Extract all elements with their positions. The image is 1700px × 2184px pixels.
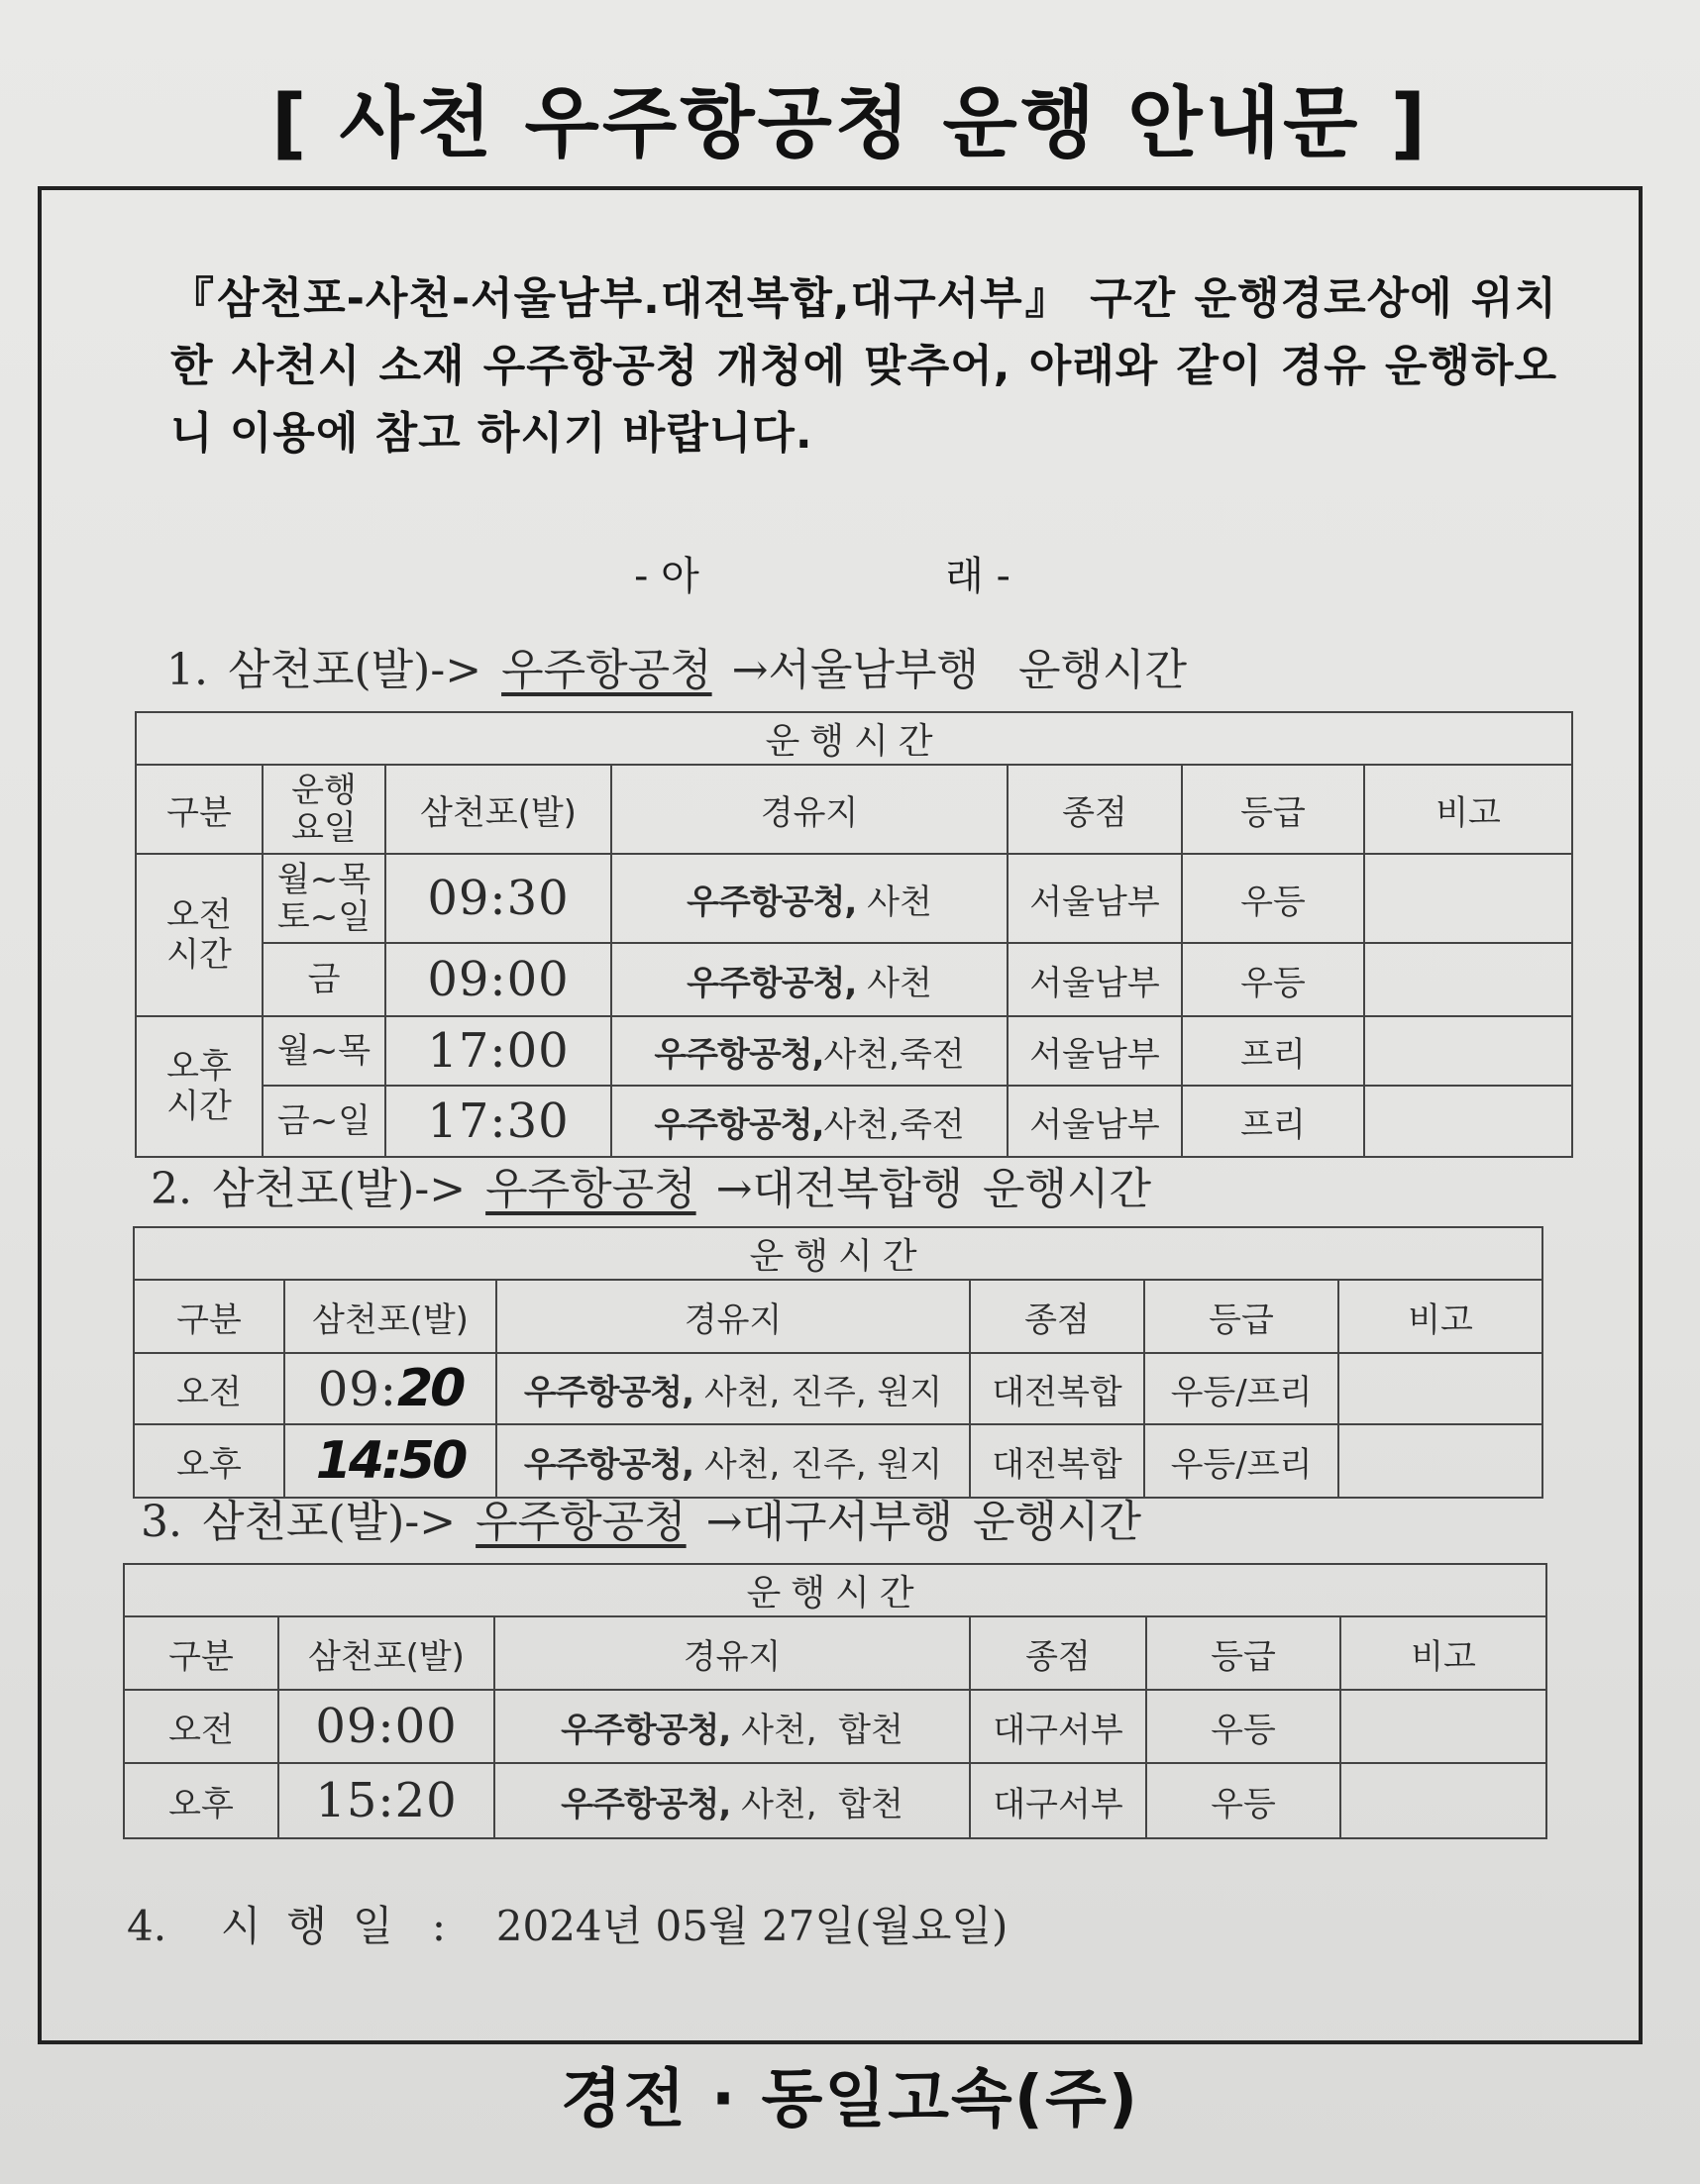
- table-caption: 운행시간: [134, 1227, 1542, 1280]
- via-rest: 사천,죽전: [823, 1104, 965, 1145]
- via-cell: [611, 943, 1008, 1016]
- days-cell: 금~일: [263, 1086, 385, 1157]
- header-dest: 종점: [970, 1616, 1146, 1690]
- dest-cell: 서울남부: [1008, 943, 1182, 1016]
- effective-date: 2024년 05월 27일(월요일): [495, 1902, 1009, 1950]
- grade-cell: 우등: [1182, 943, 1364, 1016]
- note-cell: [1338, 1353, 1542, 1424]
- grade-cell: 프리: [1182, 1086, 1364, 1157]
- below-marker-left: - 아: [634, 554, 699, 599]
- table-row: [124, 1763, 1546, 1838]
- section-underlined-stop: 우주항공청: [485, 1164, 696, 1214]
- note-cell: [1364, 1086, 1572, 1157]
- intro-paragraph: 『삼천포-사천-서울남부.대전복합,대구서부』 구간 운행경로상에 위치한 사천시 소재 우주항공청 개청에 맞추어, 아래와 같이 경유 운행하오니 이용에 참고 하시기 바랍니다.: [170, 273, 1557, 459]
- section-prefix: 삼천포(발)->: [201, 1497, 457, 1547]
- section-prefix: 삼천포(발)->: [227, 645, 482, 695]
- via-cell: [611, 1086, 1008, 1157]
- section-prefix: 삼천포(발)->: [211, 1164, 467, 1214]
- via-rest: 사천, 진주, 원지: [693, 1372, 943, 1412]
- section-3-heading: [141, 1486, 1141, 1549]
- effective-colon: :: [431, 1902, 447, 1950]
- schedule-table-1: [135, 711, 1573, 1158]
- header-type: 구분: [124, 1616, 278, 1690]
- note-cell: [1364, 943, 1572, 1016]
- dest-cell: 대구서부: [970, 1690, 1146, 1763]
- header-dest: 종점: [1008, 765, 1182, 854]
- via-cell: [611, 854, 1008, 943]
- table-row: [134, 1353, 1542, 1424]
- via-rest: 사천, 합천: [730, 1710, 903, 1750]
- section-suffix: 운행시간: [973, 1497, 1142, 1547]
- table-row: [136, 1016, 1572, 1086]
- section-number: 1.: [166, 645, 208, 695]
- depart-time: 15:20: [278, 1763, 494, 1838]
- grade-cell: 프리: [1182, 1016, 1364, 1086]
- table-caption: 운행시간: [124, 1564, 1546, 1616]
- header-depart: 삼천포(발): [278, 1616, 494, 1690]
- note-cell: [1364, 1016, 1572, 1086]
- effective-label: 시행일: [220, 1902, 419, 1950]
- depart-time: 17:00: [385, 1016, 611, 1086]
- effective-number: 4.: [127, 1902, 167, 1950]
- depart-time: 09:00: [278, 1690, 494, 1763]
- via-rest: 사천: [856, 963, 932, 1003]
- note-cell: [1340, 1763, 1546, 1838]
- depart-time: [284, 1353, 496, 1424]
- depart-time-printed: 09:: [317, 1362, 397, 1417]
- depart-time: 09:00: [385, 943, 611, 1016]
- section-suffix: 운행시간: [1018, 645, 1188, 695]
- via-bold: 우주항공청,: [654, 1034, 824, 1075]
- days-cell: 월~목 토~일: [263, 854, 385, 943]
- via-cell: [496, 1353, 970, 1424]
- type-cell: 오전: [124, 1690, 278, 1763]
- via-bold: 우주항공청,: [687, 882, 857, 922]
- dest-cell: 대구서부: [970, 1763, 1146, 1838]
- section-1-heading: [166, 634, 1187, 697]
- header-type: 구분: [134, 1280, 284, 1353]
- header-note: 비고: [1340, 1616, 1546, 1690]
- via-bold: 우주항공청,: [654, 1104, 824, 1145]
- via-cell: [494, 1763, 970, 1838]
- via-cell: [611, 1016, 1008, 1086]
- group-label-pm: 오후 시간: [136, 1016, 263, 1157]
- dest-cell: 서울남부: [1008, 1016, 1182, 1086]
- note-cell: [1364, 854, 1572, 943]
- depart-time-handwritten: 14:50: [315, 1431, 466, 1491]
- via-rest: 사천: [856, 882, 932, 922]
- type-cell: 오후: [134, 1424, 284, 1498]
- section-destination: →서울남부행: [731, 645, 979, 695]
- header-via: 경유지: [611, 765, 1008, 854]
- grade-cell: 우등/프리: [1144, 1353, 1338, 1424]
- grade-cell: 우등: [1182, 854, 1364, 943]
- header-grade: 등급: [1182, 765, 1364, 854]
- note-cell: [1338, 1424, 1542, 1498]
- dest-cell: 서울남부: [1008, 1086, 1182, 1157]
- table-caption: 운행시간: [136, 712, 1572, 765]
- group-label-am: 오전 시간: [136, 854, 263, 1016]
- section-2-heading: [151, 1153, 1151, 1216]
- header-via: 경유지: [496, 1280, 970, 1353]
- page-title: [ 사천 우주항공청 운행 안내문 ]: [270, 79, 1430, 168]
- type-cell: 오전: [134, 1353, 284, 1424]
- schedule-table-2: [133, 1226, 1543, 1499]
- depart-time: 17:30: [385, 1086, 611, 1157]
- grade-cell: 우등: [1146, 1763, 1340, 1838]
- grade-cell: 우등/프리: [1144, 1424, 1338, 1498]
- header-type: 구분: [136, 765, 263, 854]
- depart-time-handwritten: 20: [396, 1359, 464, 1418]
- header-days: [263, 765, 385, 854]
- dest-cell: 대전복합: [970, 1353, 1144, 1424]
- grade-cell: 우등: [1146, 1690, 1340, 1763]
- header-grade: 등급: [1146, 1616, 1340, 1690]
- via-rest: 사천, 합천: [730, 1784, 903, 1824]
- via-rest: 사천,죽전: [823, 1034, 965, 1075]
- company-name: 경전 · 동일고속(주): [560, 2063, 1140, 2136]
- via-rest: 사천, 진주, 원지: [693, 1444, 943, 1485]
- depart-time: 09:30: [385, 854, 611, 943]
- section-number: 3.: [141, 1497, 182, 1547]
- below-marker: [634, 545, 1010, 601]
- table-row: [136, 1086, 1572, 1157]
- section-suffix: 운행시간: [983, 1164, 1152, 1214]
- header-dest: 종점: [970, 1280, 1144, 1353]
- via-bold: 우주항공청,: [561, 1710, 731, 1750]
- schedule-table-3: [123, 1563, 1547, 1839]
- section-underlined-stop: 우주항공청: [476, 1497, 687, 1547]
- dest-cell: 대전복합: [970, 1424, 1144, 1498]
- table-row: [136, 854, 1572, 943]
- note-cell: [1340, 1690, 1546, 1763]
- via-bold: 우주항공청,: [523, 1372, 694, 1412]
- via-bold: 우주항공청,: [687, 963, 857, 1003]
- header-note: 비고: [1338, 1280, 1542, 1353]
- header-days-text: 운행 요일: [291, 771, 357, 848]
- section-underlined-stop: 우주항공청: [501, 645, 712, 695]
- table-row: [124, 1690, 1546, 1763]
- section-number: 2.: [151, 1164, 192, 1214]
- header-note: 비고: [1364, 765, 1572, 854]
- table-row: [136, 943, 1572, 1016]
- effective-date-line: [127, 1894, 1008, 1953]
- section-destination: →대구서부행: [705, 1497, 953, 1547]
- type-cell: 오후: [124, 1763, 278, 1838]
- header-depart: 삼천포(발): [284, 1280, 496, 1353]
- via-bold: 우주항공청,: [561, 1784, 731, 1824]
- section-destination: →대전복합행: [715, 1164, 963, 1214]
- header-grade: 등급: [1144, 1280, 1338, 1353]
- days-cell: 월~목: [263, 1016, 385, 1086]
- header-depart: 삼천포(발): [385, 765, 611, 854]
- via-cell: [494, 1690, 970, 1763]
- dest-cell: 서울남부: [1008, 854, 1182, 943]
- via-bold: 우주항공청,: [523, 1444, 694, 1485]
- below-marker-right: 래 -: [945, 554, 1010, 599]
- header-via: 경유지: [494, 1616, 970, 1690]
- days-cell: 금: [263, 943, 385, 1016]
